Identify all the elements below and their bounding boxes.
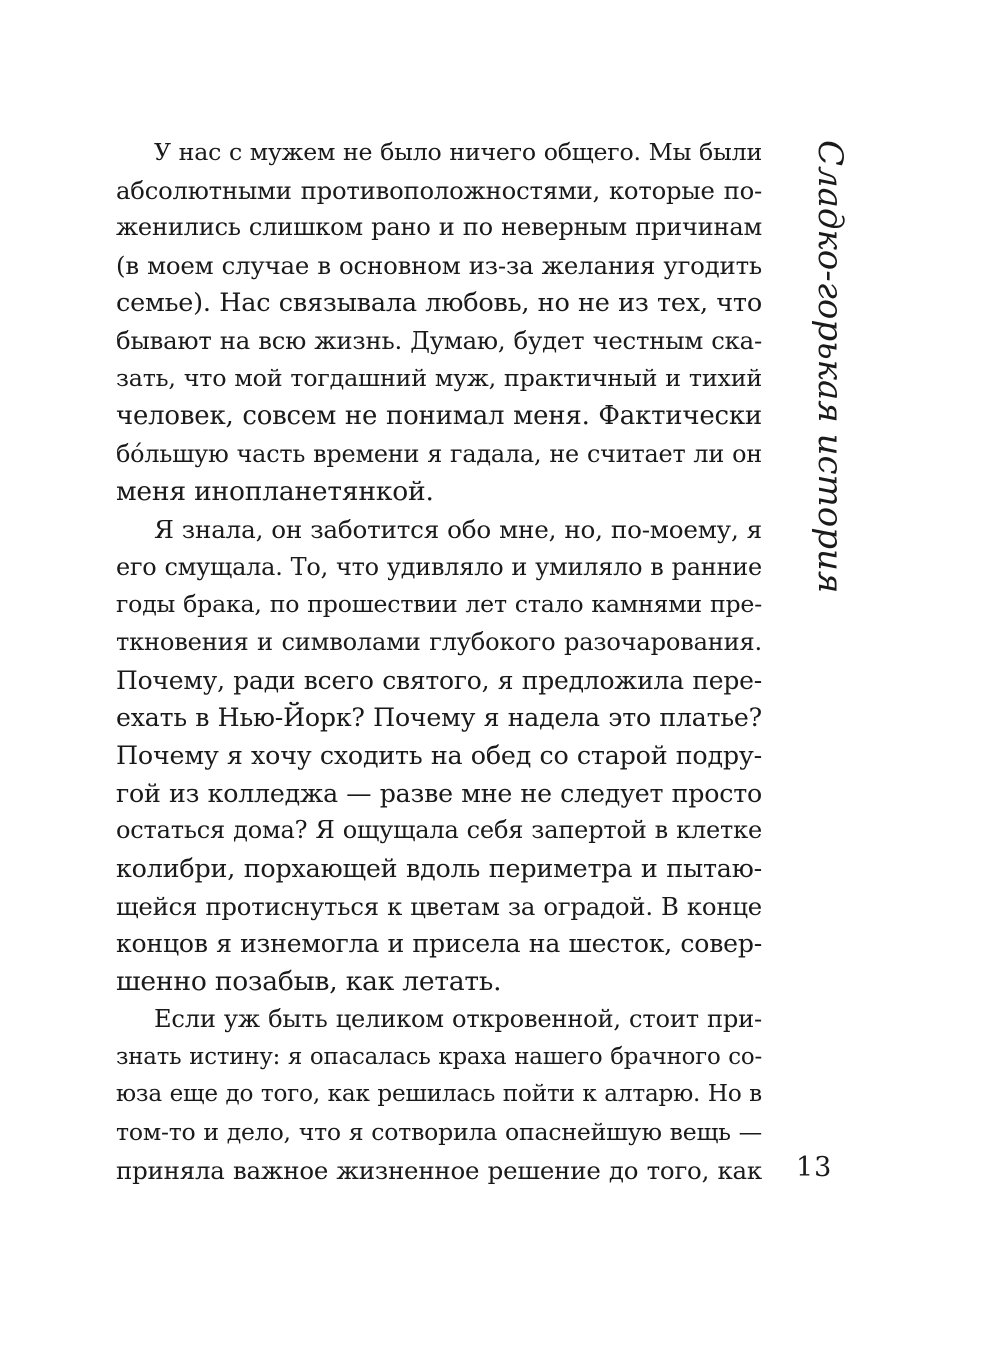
text-line: женились слишком рано и по неверным причинам [116, 213, 762, 242]
text-line: шенно позабыв, как летать. [116, 966, 502, 998]
text-line: бóльшую часть времени я гадала, не считает ли он [116, 439, 762, 468]
text-line: абсолютными противоположностями, которые по- [116, 175, 762, 205]
text-line: годы брака, по прошествии лет стало камнями пре- [116, 590, 762, 619]
text-line: Почему, ради всего святого, я предложила пере- [116, 665, 762, 695]
text-line: ткновения и символами глубокого разочарования. [116, 627, 762, 656]
text-line: его смущала. То, что удивляло и умиляло в ранние [116, 552, 762, 581]
text-line: семье). Нас связывала любовь, но не из тех, что [116, 287, 762, 318]
text-line: меня инопланетянкой. [116, 476, 434, 508]
text-line: Почему я хочу сходить на обед со старой подру- [116, 740, 762, 770]
running-head: Сладко-горькая история [810, 140, 850, 594]
text-line: знать истину: я опасалась краха нашего брачного со- [116, 1043, 762, 1070]
text-line: гой из колледжа — разве мне не следует просто [116, 778, 762, 808]
text-line: У нас с мужем не было ничего общего. Мы были [154, 138, 762, 166]
text-line: юза еще до того, как решилась пойти к алтарю. Но в [116, 1081, 762, 1108]
text-line: ехать в Нью-Йорк? Почему я надела это платье? [116, 703, 762, 733]
text-line: (в моем случае в основном из-за желания угодить [116, 251, 762, 281]
text-line: Если уж быть целиком откровенной, стоит при- [154, 1004, 762, 1033]
text-line: бывают на всю жизнь. Думаю, будет честным ска- [116, 326, 762, 356]
text-line: Я знала, он заботится обо мне, но, по-моему, я [154, 514, 762, 544]
text-line: зать, что мой тогдашний муж, практичный и тихий [116, 364, 762, 393]
text-line: колибри, порхающей вдоль периметра и пытаю- [116, 853, 762, 884]
text-line: остаться дома? Я ощущала себя запертой в клетке [116, 816, 762, 845]
text-line: щейся протиснуться к цветам за оградой. В конце [116, 891, 762, 921]
page-number: 13 [796, 1152, 833, 1183]
text-line: концов я изнемогла и присела на шесток, совер- [116, 929, 762, 959]
text-line: том-то и дело, что я сотворила опаснейшую вещь — [116, 1117, 762, 1146]
body-text [116, 134, 762, 1189]
text-line: человек, совсем не понимал меня. Фактически [116, 400, 762, 431]
text-line: приняла важное жизненное решение до того, как [116, 1155, 762, 1185]
